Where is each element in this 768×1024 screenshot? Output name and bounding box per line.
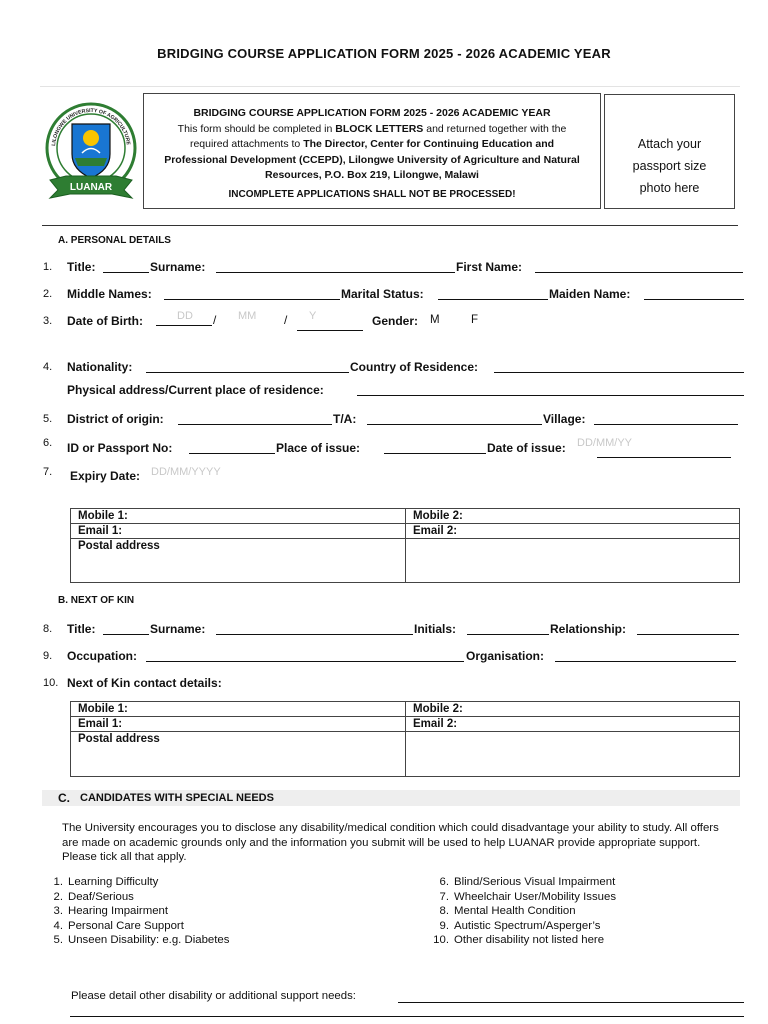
support-needs-field[interactable]: [398, 1002, 744, 1003]
middle-names-field[interactable]: [164, 299, 340, 300]
slash: /: [284, 313, 288, 327]
instructions-box: [143, 93, 601, 209]
item-number: 1.: [43, 261, 53, 273]
country-field[interactable]: [494, 372, 744, 373]
item-number: 6.: [43, 437, 53, 449]
item-number: 5.: [43, 413, 53, 425]
id-label: ID or Passport No:: [67, 441, 173, 455]
item-number: 9.: [43, 650, 53, 662]
ta-field[interactable]: [367, 424, 542, 425]
kin-mobile-1-cell[interactable]: Mobile 1:: [71, 702, 406, 717]
kin-organisation-field[interactable]: [555, 661, 736, 662]
list-item[interactable]: 9. Autistic Spectrum/Asperger’s: [439, 919, 601, 932]
address-field[interactable]: [357, 395, 744, 396]
address-label: Physical address/Current place of residence:: [67, 383, 324, 397]
kin-occupation-label: Occupation:: [67, 649, 138, 663]
section-b-heading: B. NEXT OF KIN: [58, 595, 135, 606]
marital-status-label: Marital Status:: [341, 287, 424, 301]
mobile-1-cell[interactable]: Mobile 1:: [71, 509, 406, 524]
place-of-issue-label: Place of issue:: [276, 441, 361, 455]
list-item[interactable]: 6. Blind/Serious Visual Impairment: [439, 876, 616, 888]
instruction-line-3: Professional Development (CCEPD), Lilongwe University of Agriculture and Natural: [164, 153, 580, 166]
kin-postal-address-cell[interactable]: Postal address: [71, 732, 406, 777]
date-of-issue-label: Date of issue:: [487, 441, 566, 455]
special-needs-paragraph: The University encourages you to disclose any disability/medical condition which could disadvantage your ability to study. All offers are made on academic grounds only and the information you submit will be used to help LUANAR provide appropriate support. Please tick all that apply.: [62, 822, 719, 863]
ta-label: T/A:: [333, 412, 357, 426]
kin-relationship-label: Relationship:: [550, 622, 627, 636]
luanar-logo: [42, 98, 140, 206]
list-item[interactable]: 10. Other disability not listed here: [433, 934, 605, 947]
section-c-letter: C.: [58, 791, 70, 805]
gender-label: Gender:: [372, 314, 419, 328]
list-item[interactable]: 7. Wheelchair User/Mobility Issues: [439, 890, 617, 903]
kin-email-1-cell[interactable]: Email 1:: [71, 717, 406, 732]
list-item[interactable]: 5. Unseen Disability: e.g. Diabetes: [53, 934, 230, 947]
section-divider: [42, 225, 738, 226]
surname-field[interactable]: [216, 272, 455, 273]
nationality-field[interactable]: [146, 372, 349, 373]
village-field[interactable]: [594, 424, 738, 425]
email-2-cell[interactable]: Email 2:: [406, 524, 740, 539]
maiden-name-label: Maiden Name:: [549, 287, 631, 301]
list-item[interactable]: 3. Hearing Impairment: [53, 905, 169, 918]
logo-ring-text: LILONGWE UNIVERSITY OF AGRICULTURE: [51, 107, 131, 147]
kin-postal-address-field[interactable]: [406, 732, 740, 777]
item-number: 2.: [43, 288, 53, 300]
dob-label: Date of Birth:: [67, 314, 143, 328]
expiry-date-field[interactable]: DD/MM/YYYY: [151, 466, 221, 478]
instruction-line-4: Resources, P.O. Box 219, Lilongwe, Malawi: [265, 169, 479, 181]
expiry-label: Expiry Date:: [70, 469, 141, 483]
item-number: 10.: [43, 677, 59, 689]
kin-initials-field[interactable]: [467, 634, 549, 635]
place-of-issue-field[interactable]: [384, 453, 486, 454]
item-number: 4.: [43, 361, 53, 373]
postal-address-cell[interactable]: Postal address: [71, 539, 406, 583]
list-item[interactable]: 8. Mental Health Condition: [439, 905, 576, 918]
slash: /: [213, 313, 217, 327]
date-of-issue-field[interactable]: [597, 457, 731, 458]
contact-table: [70, 508, 740, 583]
list-item[interactable]: 2. Deaf/Serious: [53, 890, 134, 903]
kin-surname-field[interactable]: [216, 634, 413, 635]
item-number: 8.: [43, 623, 53, 635]
maiden-name-field[interactable]: [644, 299, 744, 300]
kin-contact-table: [70, 701, 740, 777]
list-item[interactable]: 1. Learning Difficulty: [53, 876, 159, 888]
gender-male-option[interactable]: M: [430, 314, 440, 326]
dob-day-hint: DD: [177, 310, 193, 322]
marital-status-field[interactable]: [438, 299, 548, 300]
special-needs-list-right: [427, 875, 616, 948]
postal-address-field[interactable]: [406, 539, 740, 583]
kin-surname-label: Surname:: [150, 622, 206, 636]
kin-occupation-field[interactable]: [146, 661, 464, 662]
first-name-field[interactable]: [535, 272, 743, 273]
dob-year-field[interactable]: [297, 330, 363, 331]
instruction-line-2: required attachments to The Director, Center for Continuing Education and: [189, 138, 555, 150]
mobile-2-cell[interactable]: Mobile 2:: [406, 509, 740, 524]
photo-box: [604, 94, 735, 209]
instruction-line-1: This form should be completed in BLOCK LETTERS and returned together with the: [177, 122, 567, 135]
section-a-heading: A. PERSONAL DETAILS: [58, 235, 171, 246]
logo-text: LUANAR: [69, 182, 113, 193]
first-name-label: First Name:: [456, 260, 523, 274]
special-needs-list-left: [41, 875, 229, 948]
id-field[interactable]: [189, 453, 275, 454]
item-number: 3.: [43, 315, 53, 327]
section-c-heading: CANDIDATES WITH SPECIAL NEEDS: [80, 792, 274, 804]
country-label: Country of Residence:: [350, 360, 479, 374]
surname-label: Surname:: [150, 260, 206, 274]
title-label: Title:: [67, 260, 96, 274]
item-number: 7.: [43, 466, 53, 478]
gender-female-option[interactable]: F: [471, 314, 479, 326]
title-field[interactable]: [103, 272, 149, 273]
nationality-label: Nationality:: [67, 360, 133, 374]
district-label: District of origin:: [67, 412, 164, 426]
photo-text-2: passport size: [632, 159, 707, 173]
kin-title-field[interactable]: [103, 634, 149, 635]
photo-text-1: Attach your: [637, 137, 702, 151]
dob-day-field[interactable]: [156, 325, 212, 326]
district-field[interactable]: [178, 424, 332, 425]
kin-relationship-field[interactable]: [637, 634, 739, 635]
support-needs-field-2[interactable]: [70, 1016, 744, 1017]
divider: [40, 86, 740, 87]
kin-initials-label: Initials:: [414, 622, 457, 636]
village-label: Village:: [543, 412, 586, 426]
kin-contact-label: Next of Kin contact details:: [67, 676, 222, 690]
kin-organisation-label: Organisation:: [466, 649, 545, 663]
photo-text-3: photo here: [639, 181, 700, 195]
date-of-issue-hint: DD/MM/YY: [577, 437, 632, 449]
dob-month-hint: MM: [238, 310, 257, 322]
support-needs-label: Please detail other disability or additional support needs:: [71, 990, 356, 1002]
kin-title-label: Title:: [67, 622, 96, 636]
box-title: BRIDGING COURSE APPLICATION FORM 2025 - 2026 ACADEMIC YEAR: [193, 107, 551, 119]
list-item[interactable]: 4. Personal Care Support: [53, 919, 184, 932]
warning-text: INCOMPLETE APPLICATIONS SHALL NOT BE PROCESSED!: [228, 188, 516, 200]
dob-year-hint: Y: [309, 310, 317, 322]
email-1-cell[interactable]: Email 1:: [71, 524, 406, 539]
middle-names-label: Middle Names:: [67, 287, 152, 301]
page-title: BRIDGING COURSE APPLICATION FORM 2025 - 2026 ACADEMIC YEAR: [157, 46, 611, 61]
kin-mobile-2-cell[interactable]: Mobile 2:: [406, 702, 740, 717]
kin-email-2-cell[interactable]: Email 2:: [406, 717, 740, 732]
